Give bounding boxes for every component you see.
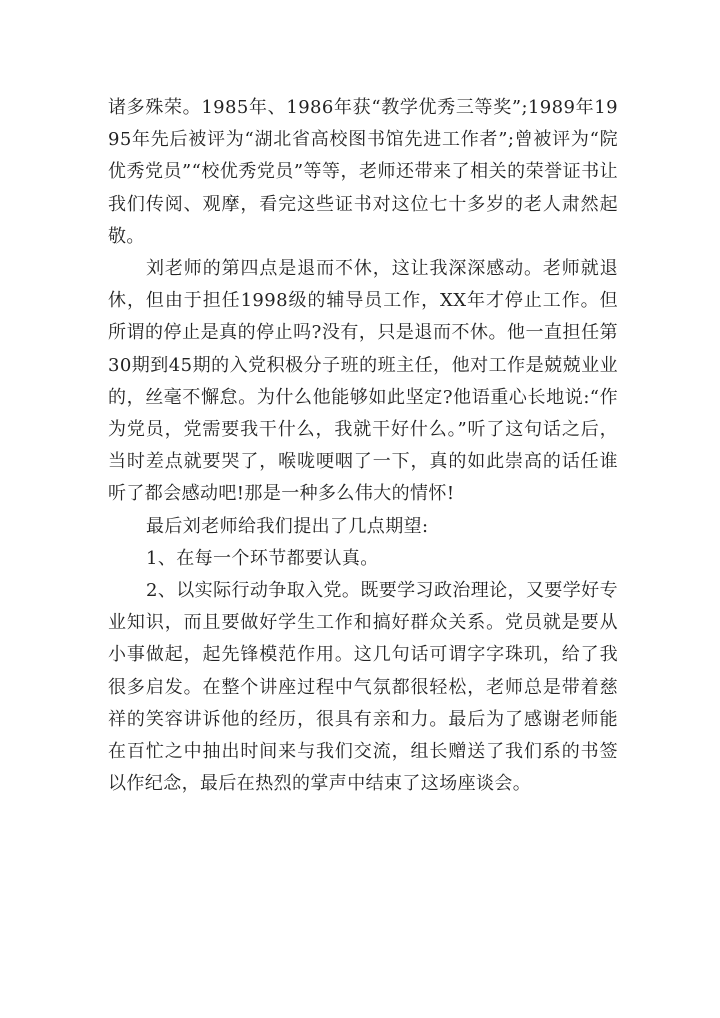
paragraph-honors: 诸多殊荣。1985年、1986年获“教学优秀三等奖”;1989年1995年先后被评为“湖北省高校图书馆先进工作者”;曾被评为“院优秀党员”“校优秀党员”等等，老师还带来了相关的荣誉证书让我们传阅、观摩，看完这些证书对这位七十多岁的老人肃然起敬。 <box>108 97 618 247</box>
document-body <box>108 92 618 800</box>
paragraph-expectation-1: 1、在每一个环节都要认真。 <box>146 547 379 569</box>
paragraph-expectations-intro: 最后刘老师给我们提出了几点期望: <box>146 515 429 537</box>
paragraph-expectation-2: 2、以实际行动争取入党。既要学习政治理论，又要学好专业知识，而且要做好学生工作和搞好群众关系。党员就是要从小事做起，起先锋模范作用。这几句话可谓字字珠玑，给了我很多启发。在整个讲座过程中气氛都很轻松，老师总是带着慈祥的笑容讲诉他的经历，很具有亲和力。最后为了感谢老师能在百忙之中抽出时间来与我们交流，组长赠送了我们系的书签以作纪念，最后在热烈的掌声中结束了这场座谈会。 <box>108 580 618 795</box>
paragraph-retired-but-working: 刘老师的第四点是退而不休，这让我深深感动。老师就退休，但由于担任1998级的辅导员工作，XX年才停止工作。但所谓的停止是真的停止吗?没有，只是退而不休。他一直担任第30期到45期的入党积极分子班的班主任，他对工作是兢兢业业的，丝毫不懈怠。为什么他能够如此坚定?他语重心长地说:“作为党员，党需要我干什么，我就干好什么。”听了这句话之后，当时差点就要哭了，喉咙哽咽了一下，真的如此崇高的话任谁听了都会感动吧!那是一种多么伟大的情怀! <box>108 258 618 505</box>
